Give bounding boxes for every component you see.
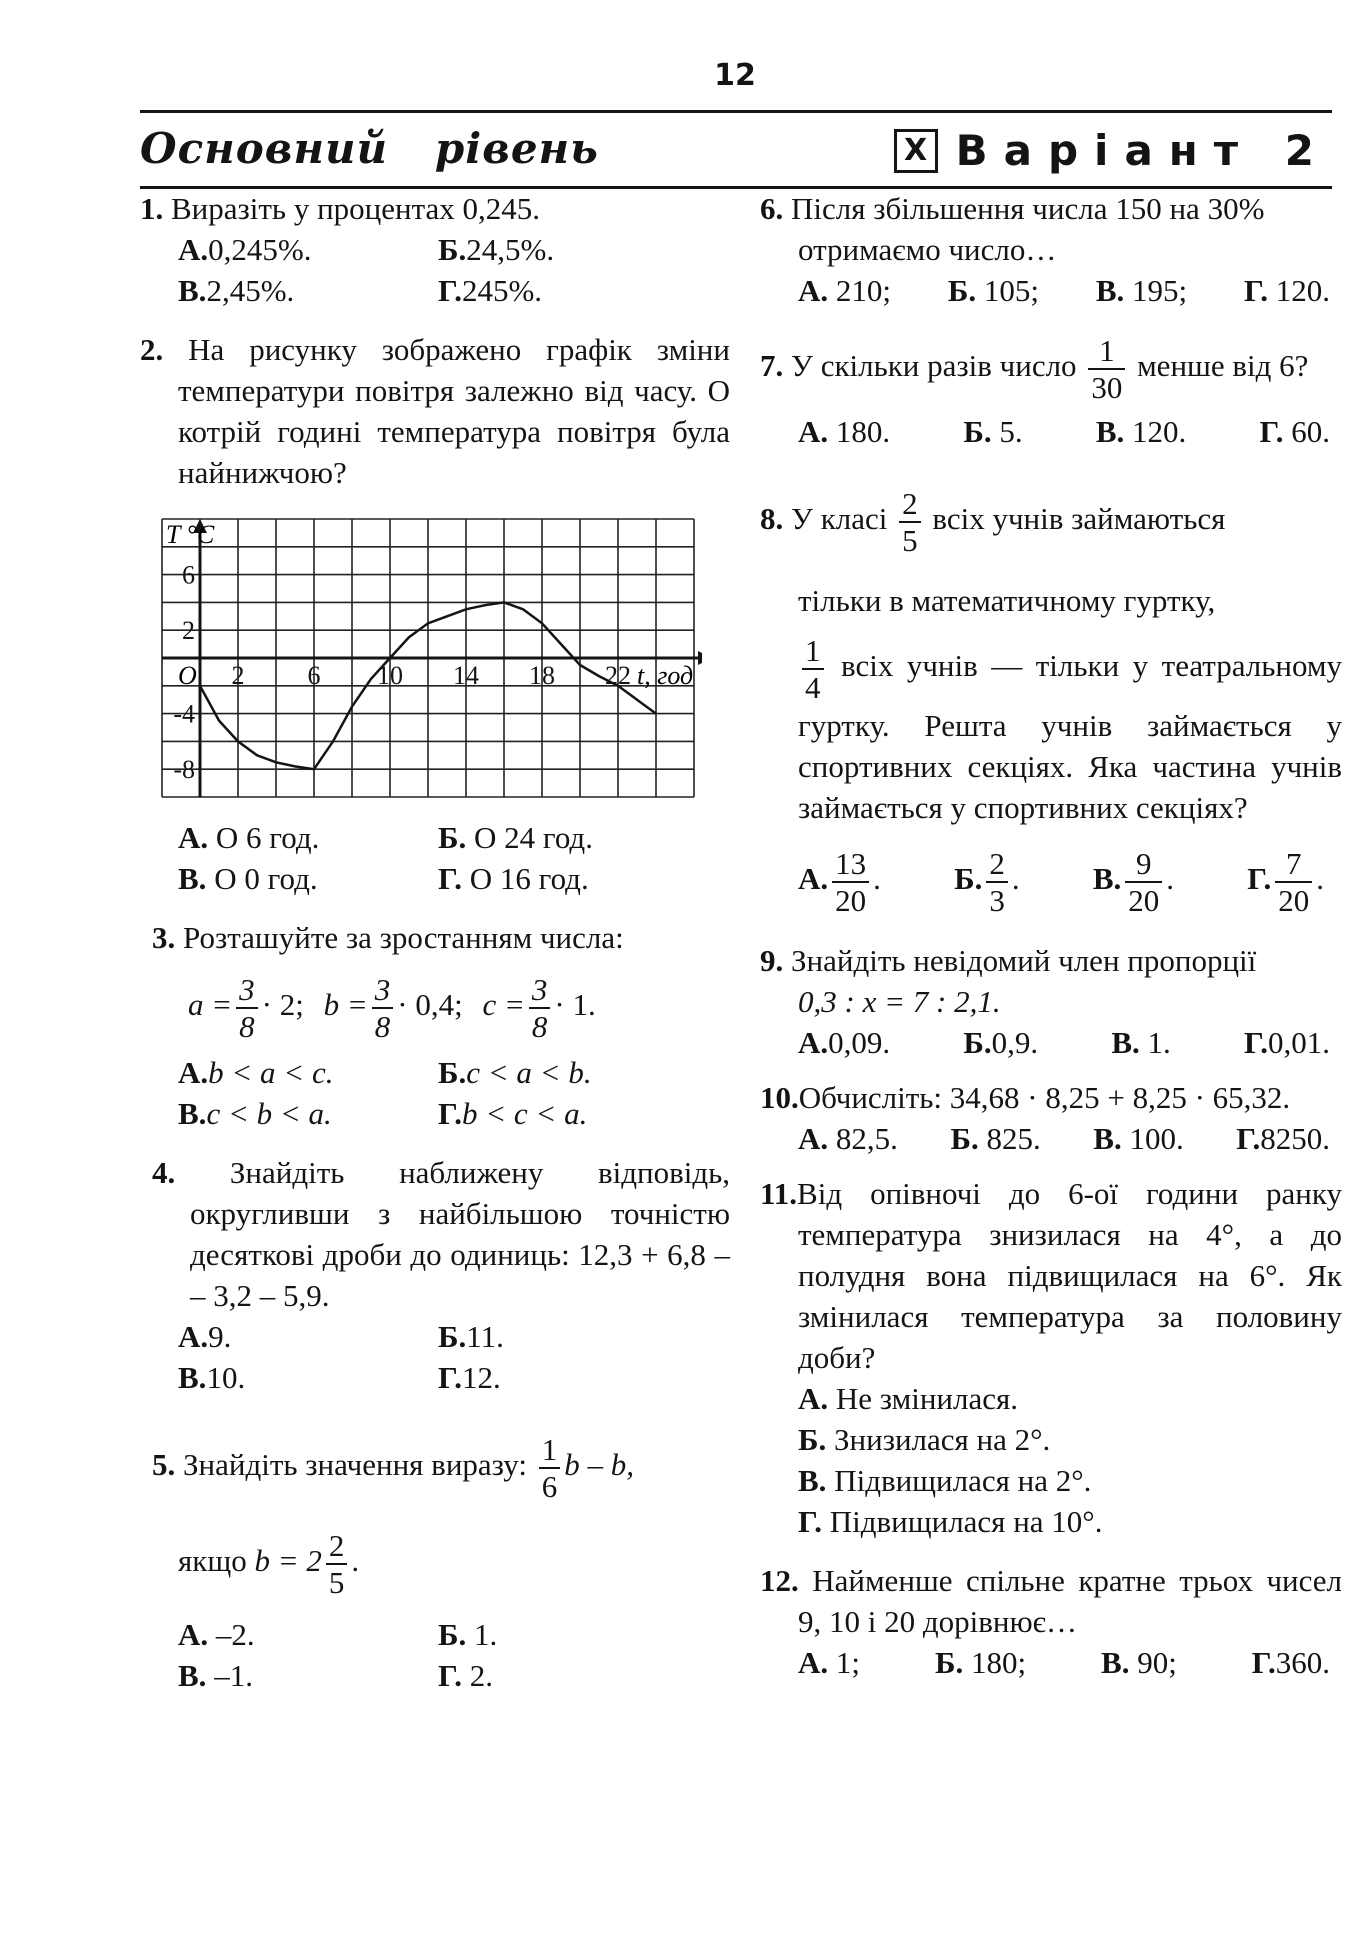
- q1-option-c[interactable]: В.2,45%.: [178, 273, 295, 308]
- x-tick-label: 14: [453, 661, 479, 690]
- question-12-text: 12. Найменше спільне кратне трьох чисел 9, 10 і 20 дорівнює…: [760, 1563, 1342, 1639]
- q2-option-c[interactable]: В. О 0 год.: [178, 861, 318, 896]
- question-7-text: 7. У скільки разів число $\frac{1}{30}$ менше від 6?: [760, 333, 1309, 405]
- q7-option-a[interactable]: А. 180.: [798, 414, 891, 449]
- q2-option-d[interactable]: Г. О 16 год.: [438, 861, 589, 896]
- q4-option-b[interactable]: Б.11.: [438, 1319, 504, 1354]
- q4-option-a[interactable]: А.9.: [178, 1319, 232, 1354]
- variant-header: [894, 126, 1330, 175]
- q11-option-d[interactable]: Г. Підвищилася на 10°.: [798, 1504, 1103, 1539]
- q7-option-b[interactable]: Б. 5.: [963, 414, 1023, 449]
- q3-option-b[interactable]: Б.c < a < b.: [438, 1055, 592, 1090]
- question-2-text: 2. На рисунку зображено графік зміни температури повітря залежно від часу. О котрій годині температура повітря була найнижчою?: [140, 332, 730, 490]
- q11-option-b[interactable]: Б. Знизилася на 2°.: [798, 1422, 1051, 1457]
- q10-option-a[interactable]: А. 82,5.: [798, 1121, 898, 1156]
- variant-checkbox-icon: Х: [894, 129, 938, 173]
- question-9-proportion: 0,3 : x = 7 : 2,1.: [798, 984, 1001, 1019]
- q6-option-a[interactable]: А. 210;: [798, 273, 892, 308]
- question-12: [760, 1560, 1342, 1683]
- question-6-text: 6. Після збільшення числа 150 на 30% отримаємо число…: [760, 191, 1265, 267]
- y-tick-label: -4: [173, 699, 195, 729]
- q8-option-b[interactable]: Б. $\frac{2}{3}$ .: [954, 846, 1020, 918]
- q8-option-c[interactable]: В. $\frac{9}{20}$ .: [1092, 846, 1175, 918]
- chart-axes: [162, 519, 702, 797]
- q10-option-d[interactable]: Г.8250.: [1236, 1121, 1330, 1156]
- q3-option-d[interactable]: Г.b < c < a.: [438, 1096, 588, 1131]
- q6-option-d[interactable]: Г. 120.: [1243, 273, 1330, 308]
- right-column: [760, 188, 1342, 1683]
- question-7: [760, 333, 1342, 452]
- x-tick-label: 22: [605, 661, 631, 690]
- question-5-text: 5. Знайдіть значення виразу: $\frac{1}{6}$ b – b,: [152, 1432, 634, 1504]
- q9-option-d[interactable]: Г.0,01.: [1243, 1025, 1330, 1060]
- question-5: [140, 1432, 730, 1696]
- y-tick-label: -8: [173, 755, 195, 785]
- header-rule-top: [140, 110, 1332, 113]
- question-10-text: 10.Обчисліть: 34,68 · 8,25 + 8,25 · 65,32.: [760, 1080, 1291, 1115]
- question-4: [140, 1152, 730, 1398]
- q3-option-c[interactable]: В.c < b < a.: [178, 1096, 332, 1131]
- question-8-line-1: 8. У класі $\frac{2}{5}$ всіх учнів займаються: [760, 486, 1226, 558]
- q12-option-b[interactable]: Б. 180;: [934, 1645, 1027, 1680]
- chart-x-label: t, год: [637, 661, 694, 690]
- question-6: [760, 188, 1342, 311]
- q9-option-b[interactable]: Б.0,9.: [963, 1025, 1039, 1060]
- q8-option-d[interactable]: Г. $\frac{7}{20}$ .: [1247, 846, 1324, 918]
- q1-option-d[interactable]: Г.245%.: [438, 273, 543, 308]
- question-8-body: $\frac{1}{4}$ всіх учнів — тільки у театральному гуртку. Решта учнів займається у спортивних секціях. Яка частина учнів займається у спортивних секціях?: [798, 633, 1342, 825]
- question-11: [760, 1173, 1342, 1542]
- q10-option-b[interactable]: Б. 825.: [950, 1121, 1041, 1156]
- x-tick-label: 18: [529, 661, 555, 690]
- x-tick-label: 10: [377, 661, 403, 690]
- left-column: [140, 188, 730, 1696]
- question-4-text: 4. Знайдіть наближену відповідь, округливши з найбільшою точністю десяткові дроби до одиниць: 12,3 + 6,8 – – 3,2 – 5,9.: [152, 1155, 730, 1313]
- question-8-line-2: тільки в математичному гуртку,: [798, 583, 1216, 618]
- q4-option-c[interactable]: В.10.: [178, 1360, 246, 1395]
- q2-option-a[interactable]: А. О 6 год.: [178, 820, 320, 855]
- question-9: [760, 940, 1342, 1063]
- q6-option-c[interactable]: В. 195;: [1095, 273, 1188, 308]
- variant-title: Варіант 2: [955, 126, 1330, 175]
- q1-option-b[interactable]: Б.24,5%.: [438, 232, 555, 267]
- y-tick-label: 2: [182, 616, 195, 646]
- page-number: 12: [714, 58, 756, 93]
- question-10: [760, 1077, 1342, 1159]
- q9-option-c[interactable]: В. 1.: [1111, 1025, 1171, 1060]
- q1-option-a[interactable]: А.0,245%.: [178, 232, 312, 267]
- q2-option-b[interactable]: Б. О 24 год.: [438, 820, 593, 855]
- q7-option-d[interactable]: Г. 60.: [1259, 414, 1330, 449]
- q5-option-d[interactable]: Г. 2.: [438, 1658, 493, 1693]
- chart-ticks: [173, 561, 631, 785]
- q3-option-a[interactable]: А.b < a < c.: [178, 1055, 334, 1090]
- q11-option-c[interactable]: В. Підвищилася на 2°.: [798, 1463, 1092, 1498]
- x-tick-label: 2: [231, 661, 245, 690]
- question-11-text: 11.Від опівночі до 6-ої години ранку температура знизилася на 4°, а до полудня вона підвищилася на 6°. Як змінилася температура за половину доби?: [760, 1176, 1342, 1375]
- q5-option-c[interactable]: В. –1.: [178, 1658, 253, 1693]
- question-3: [140, 917, 730, 1134]
- question-8: [760, 486, 1342, 918]
- q4-option-d[interactable]: Г.12.: [438, 1360, 501, 1395]
- q7-option-c[interactable]: В. 120.: [1095, 414, 1187, 449]
- temperature-chart: [154, 511, 702, 803]
- question-3-expression: a = $\frac{3}{8}$ · 2; b = $\frac{3}{8}$ · 0,4; c = $\frac{3}{8}$ · 1.: [188, 972, 596, 1044]
- question-1: [140, 188, 730, 311]
- q12-option-d[interactable]: Г.360.: [1251, 1645, 1330, 1680]
- q11-option-a[interactable]: А. Не змінилася.: [798, 1381, 1019, 1416]
- level-title: Основний рівень: [140, 124, 599, 173]
- q6-option-b[interactable]: Б. 105;: [947, 273, 1039, 308]
- question-9-text: 9. Знайдіть невідомий член пропорції: [760, 943, 1257, 978]
- question-5-condition: якщо b = 2 $\frac{2}{5}$ .: [178, 1528, 360, 1600]
- q12-option-c[interactable]: В. 90;: [1101, 1645, 1177, 1680]
- chart-y-label: T °C: [166, 520, 215, 549]
- q8-option-a[interactable]: А. $\frac{13}{20}$ .: [798, 846, 881, 918]
- q10-option-c[interactable]: В. 100.: [1093, 1121, 1184, 1156]
- q9-option-a[interactable]: А.0,09.: [798, 1025, 891, 1060]
- question-3-text: 3. Розташуйте за зростанням числа:: [152, 920, 624, 955]
- question-1-text: 1. Виразіть у процентах 0,245.: [140, 191, 541, 226]
- x-tick-label: 6: [307, 661, 321, 690]
- chart-origin-label: O: [178, 661, 197, 690]
- y-tick-label: 6: [182, 560, 195, 590]
- x-axis-arrow: [698, 651, 702, 665]
- q5-option-a[interactable]: А. –2.: [178, 1617, 255, 1652]
- q5-option-b[interactable]: Б. 1.: [438, 1617, 498, 1652]
- question-2: [140, 329, 730, 899]
- q12-option-a[interactable]: А. 1;: [798, 1645, 861, 1680]
